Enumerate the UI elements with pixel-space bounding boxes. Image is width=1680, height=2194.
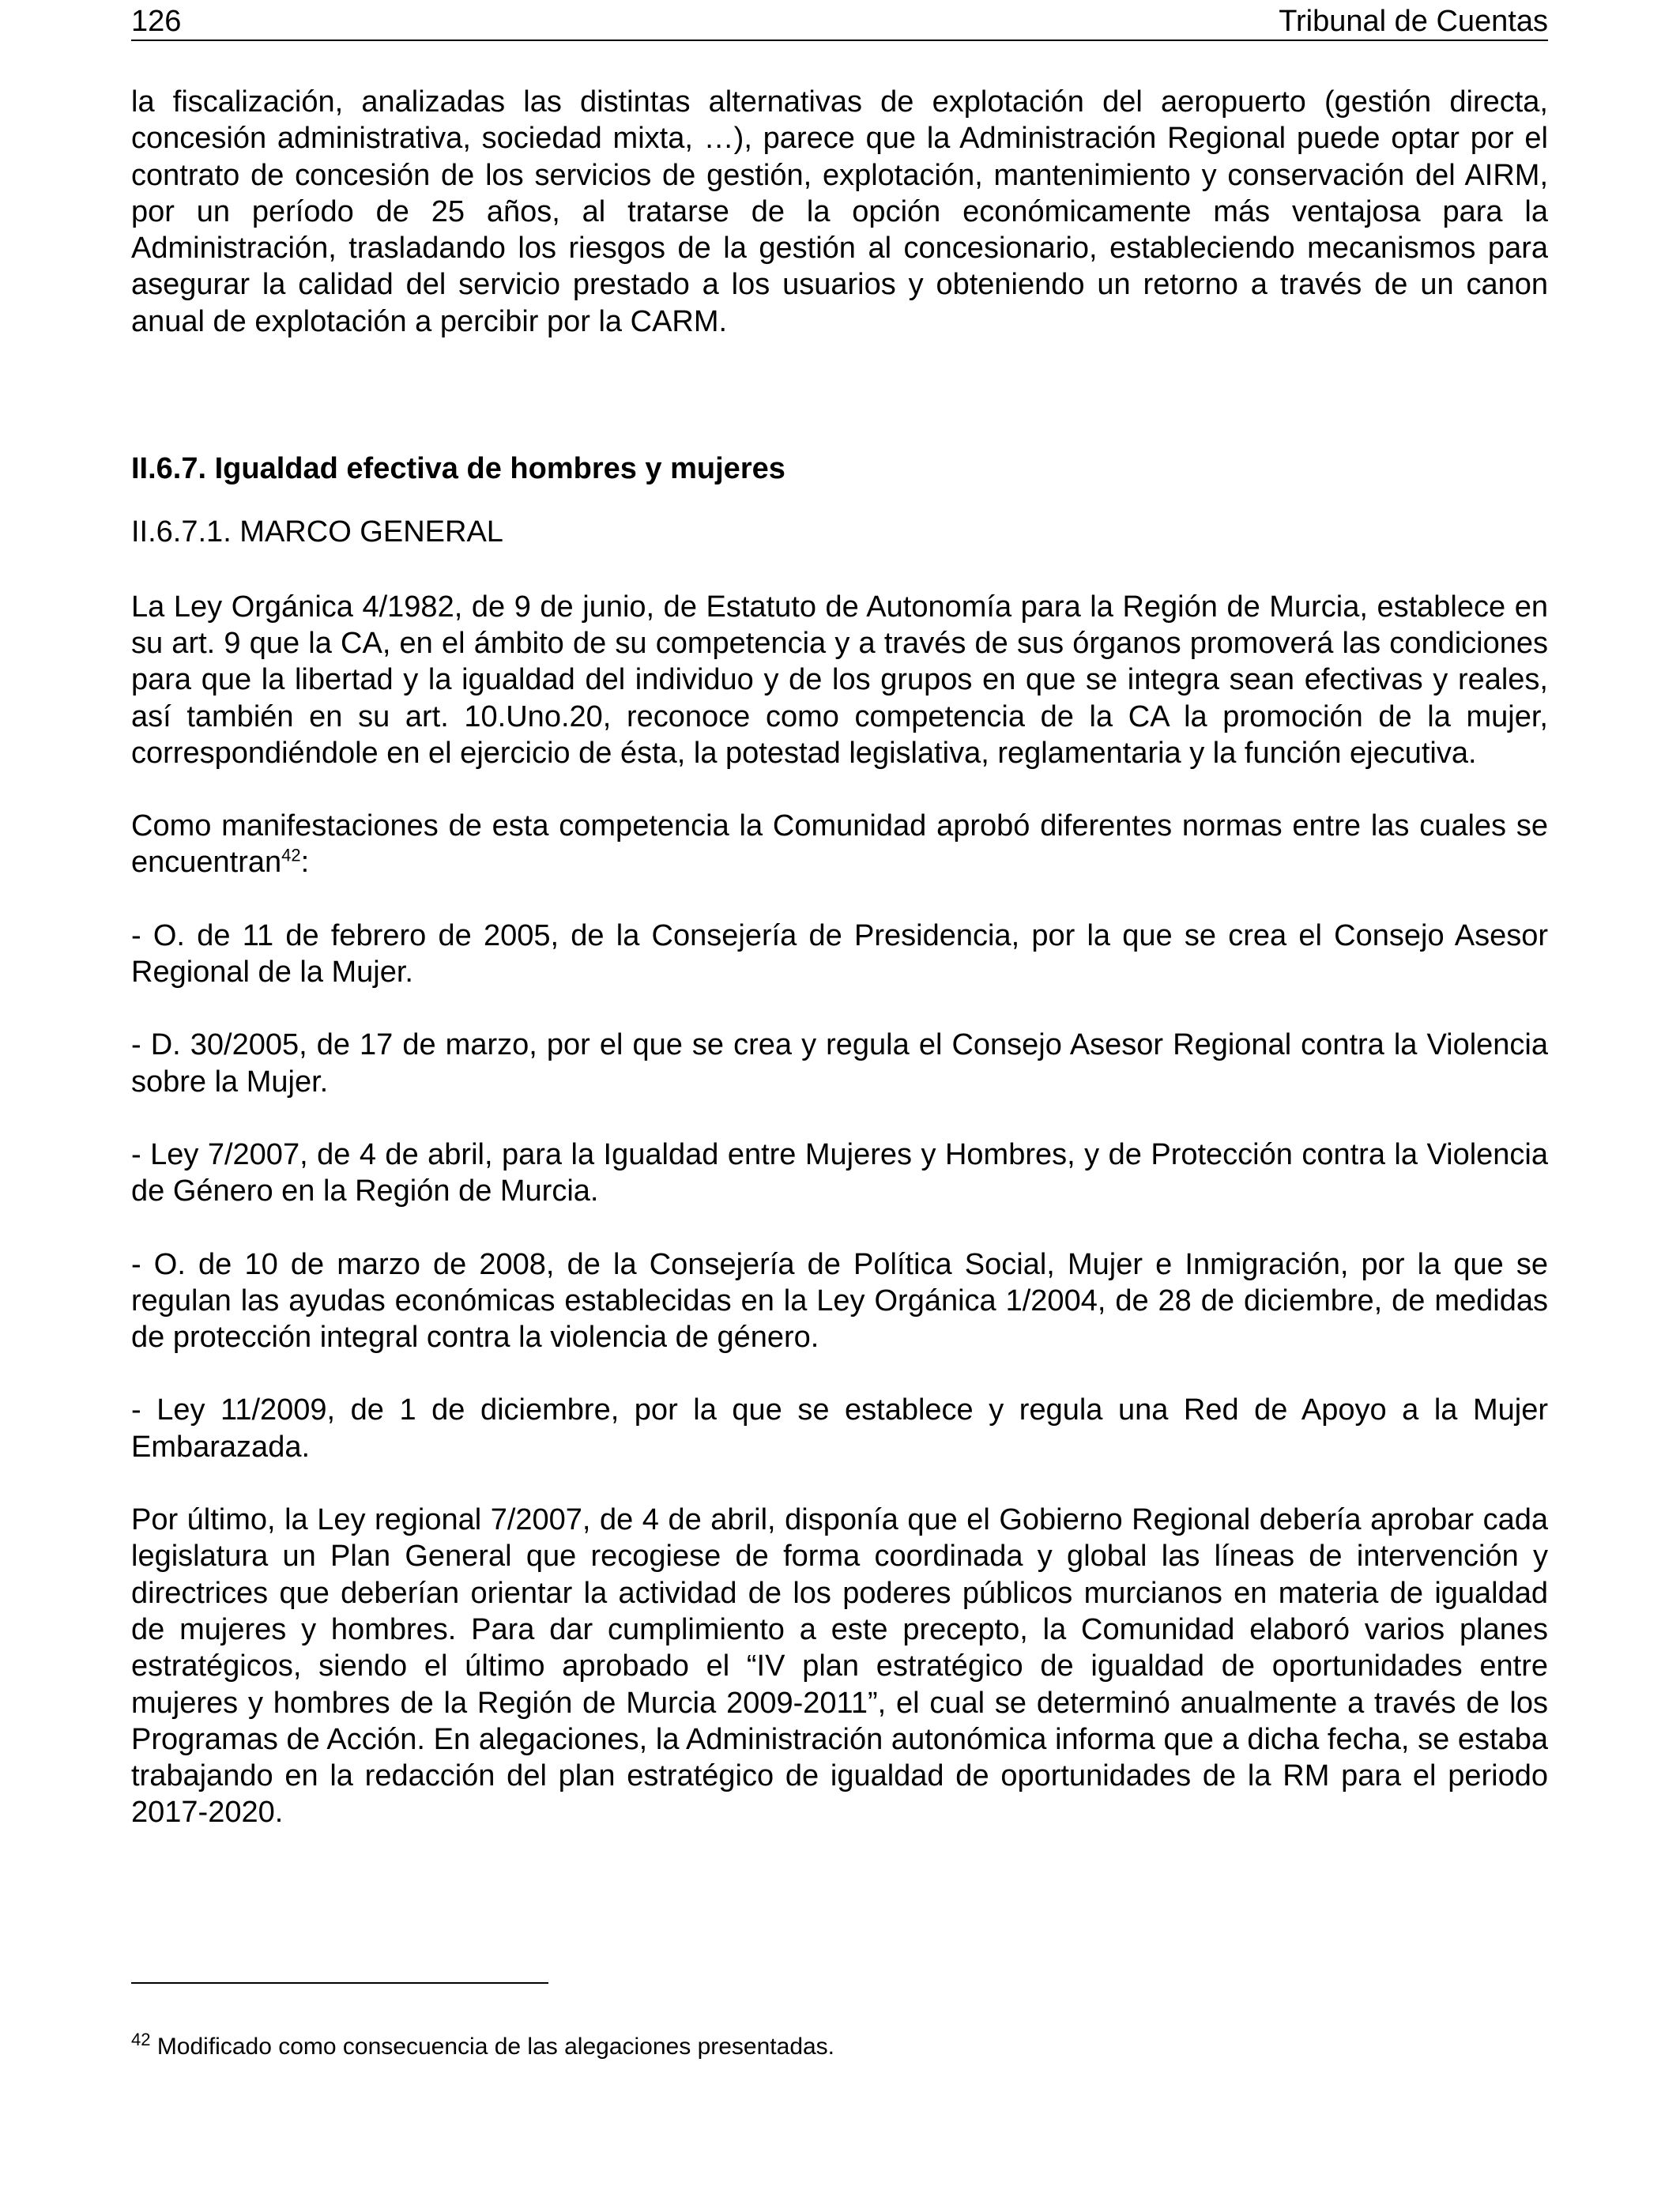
header-title: Tribunal de Cuentas: [1279, 5, 1548, 38]
list-item: - O. de 10 de marzo de 2008, de la Consejería de Política Social, Mujer e Inmigración, por la que se regulan las ayudas económicas establecidas en la Ley Orgánica 1/2004, de 28 de diciembre, de medidas de protección integral contra la violencia de género.: [131, 1247, 1548, 1355]
paragraph-normas-text: Como manifestaciones de esta competencia la Comunidad aprobó diferentes normas entre las cuales se encuentran: [131, 809, 1548, 880]
document-body: [131, 84, 1548, 1868]
intro-paragraph: la fiscalización, analizadas las distintas alternativas de explotación del aeropuerto (gestión directa, concesión administrativa, sociedad mixta, …), parece que la Administración Regional puede optar por el contrato de concesión de los servicios de gestión, explotación, mantenimiento y conservación del AIRM, por un período de 25 años, al tratarse de la opción económicamente más ventajosa para la Administración, trasladando los riesgos de la gestión al concesionario, estableciendo mecanismos para asegurar la calidad del servicio prestado a los usuarios y obteniendo un retorno a través de un canon anual de explotación a percibir por la CARM.: [131, 85, 1548, 338]
paragraph-final: Por último, la Ley regional 7/2007, de 4 de abril, disponía que el Gobierno Regional debería aprobar cada legislatura un Plan General que recogiese de forma coordinada y global las líneas de intervención y directrices que deberían orientar la actividad de los poderes públicos murcianos en materia de igualdad de mujeres y hombres. Para dar cumplimiento a este precepto, la Comunidad elaboró varios planes estratégicos, siendo el último aprobado el “IV plan estratégico de igualdad de oportunidades entre mujeres y hombres de la Región de Murcia 2009-2011”, el cual se determinó anualmente a través de los Programas de Acción. En alegaciones, la Administración autonómica informa que a dicha fecha, se estaba trabajando en la redacción del plan estratégico de igualdad de oportunidades de la RM para el periodo 2017-2020.: [131, 1503, 1548, 1830]
footnote-divider: [131, 1982, 548, 1984]
footnote: [131, 2030, 1548, 2061]
list-item: - D. 30/2005, de 17 de marzo, por el que se crea y regula el Consejo Asesor Regional contra la Violencia sobre la Mujer.: [131, 1028, 1548, 1099]
list-item: - Ley 7/2007, de 4 de abril, para la Igualdad entre Mujeres y Hombres, y de Protección contra la Violencia de Género en la Región de Murcia.: [131, 1137, 1548, 1208]
page-header: [131, 3, 1548, 41]
subsection-heading: II.6.7.1. MARCO GENERAL: [131, 515, 503, 549]
footnote-text: Modificado como consecuencia de las alegaciones presentadas.: [150, 2034, 835, 2060]
page-number: 126: [131, 5, 182, 38]
paragraph-normas: [131, 808, 1548, 881]
paragraph-normas-end: :: [300, 846, 310, 880]
footnote-number: 42: [131, 2030, 151, 2049]
footnote-reference[interactable]: 42: [281, 845, 301, 865]
list-item: - O. de 11 de febrero de 2005, de la Consejería de Presidencia, por la que se crea el Consejo Asesor Regional de la Mujer.: [131, 918, 1548, 990]
section-heading: II.6.7. Igualdad efectiva de hombres y mujeres: [131, 452, 785, 486]
paragraph-ley-organica: La Ley Orgánica 4/1982, de 9 de junio, de Estatuto de Autonomía para la Región de Murcia, establece en su art. 9 que la CA, en el ámbito de su competencia y a través de sus órganos promoverá las condiciones para que la libertad y la igualdad del individuo y de los grupos en que se integra sean efectivas y reales, así también en su art. 10.Uno.20, reconoce como competencia de la CA la promoción de la mujer, correspondiéndole en el ejercicio de ésta, la potestad legislativa, reglamentaria y la función ejecutiva.: [131, 590, 1548, 770]
list-item: - Ley 11/2009, de 1 de diciembre, por la que se establece y regula una Red de Apoyo a la Mujer Embarazada.: [131, 1393, 1548, 1464]
